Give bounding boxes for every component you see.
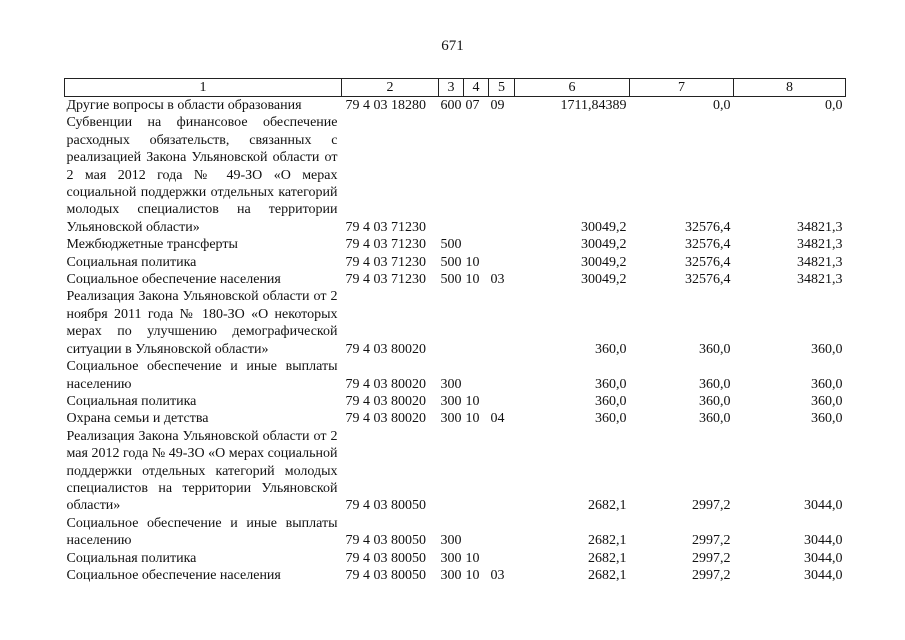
amount-col6: 360,0	[595, 341, 627, 357]
subsection	[489, 393, 515, 410]
target-code: 79 4 03 80050	[345, 550, 426, 566]
amount-col6: 2682,1	[588, 533, 627, 549]
target-code: 79 4 03 71230	[345, 237, 426, 253]
row-name: Охрана семьи и детства	[66, 411, 209, 427]
row-name: Реализация Закона Ульяновской области от 2 мая 2012 года № 49-ЗО «О мерах социальной поддержки отдельных категорий молодых специалистов на территории Ульяновской области»	[66, 428, 338, 514]
amount-col8: 3044,0	[804, 567, 843, 583]
table-row	[65, 114, 846, 236]
amount-col8: 360,0	[811, 341, 843, 357]
expense-type: 300	[440, 567, 462, 583]
expense-type: 500	[440, 254, 462, 270]
row-name: Социальная политика	[66, 550, 197, 566]
target-code: 79 4 03 80050	[345, 498, 426, 514]
row-name: Социальное обеспечение и иные выплаты населению	[66, 359, 338, 392]
amount-col8: 360,0	[811, 411, 843, 427]
amount-col7: 0,0	[713, 98, 731, 113]
row-name: Социальное обеспечение и иные выплаты населению	[66, 515, 338, 549]
row-name: Социальное обеспечение населения	[66, 567, 281, 583]
table-row	[65, 358, 846, 393]
column-header: 2	[342, 79, 439, 97]
row-name: Социальная политика	[66, 254, 197, 270]
target-code: 79 4 03 71230	[345, 219, 426, 235]
column-header: 7	[630, 79, 734, 97]
column-header: 5	[489, 79, 515, 97]
amount-col7: 360,0	[699, 393, 731, 409]
expense-type: 300	[440, 411, 462, 427]
amount-col7: 2997,2	[692, 533, 731, 549]
subsection	[489, 236, 515, 253]
amount-col8: 34821,3	[797, 237, 843, 253]
section: 10	[465, 393, 480, 409]
amount-col8: 3044,0	[804, 550, 843, 566]
table-row	[65, 271, 846, 288]
row-name: Другие вопросы в области образования	[66, 98, 302, 113]
section	[464, 515, 489, 550]
column-header: 4	[464, 79, 489, 97]
subsection	[489, 254, 515, 271]
expense-type	[439, 114, 464, 236]
amount-col8: 34821,3	[797, 272, 843, 288]
header-row	[65, 79, 846, 97]
budget-table	[64, 78, 846, 584]
target-code: 79 4 03 80020	[345, 411, 426, 427]
table-row	[65, 254, 846, 271]
amount-col6: 360,0	[595, 376, 627, 392]
expense-type: 300	[440, 533, 462, 549]
amount-col6: 30049,2	[581, 272, 627, 288]
target-code: 79 4 03 80020	[345, 393, 426, 409]
amount-col6: 1711,84389	[560, 98, 627, 113]
expense-type	[439, 428, 464, 515]
section: 07	[465, 98, 480, 113]
amount-col6: 30049,2	[581, 237, 627, 253]
table-row	[65, 236, 846, 253]
table-row	[65, 515, 846, 550]
amount-col7: 360,0	[699, 411, 731, 427]
column-header: 6	[515, 79, 630, 97]
amount-col7: 360,0	[699, 341, 731, 357]
amount-col7: 32576,4	[685, 237, 731, 253]
table-row	[65, 410, 846, 427]
amount-col7: 2997,2	[692, 550, 731, 566]
amount-col7: 2997,2	[692, 498, 731, 514]
section	[464, 428, 489, 515]
target-code: 79 4 03 80020	[345, 341, 426, 357]
row-name: Социальное обеспечение населения	[66, 272, 281, 288]
row-name: Социальная политика	[66, 393, 197, 409]
table-row	[65, 288, 846, 358]
section	[464, 114, 489, 236]
subsection	[489, 114, 515, 236]
amount-col8: 360,0	[811, 393, 843, 409]
page-number: 671	[441, 38, 464, 54]
amount-col7: 32576,4	[685, 272, 731, 288]
row-name: Межбюджетные трансферты	[66, 237, 238, 253]
table-row	[65, 550, 846, 567]
amount-col8: 360,0	[811, 376, 843, 392]
row-name: Субвенции на финансовое обеспечение расходных обязательств, связанных с реализацией Закона Ульяновской области от 2 мая 2012 года № 49-ЗО «О мерах социальной поддержки отдельных категорий молодых специалистов на территории Ульяновской области»	[66, 115, 338, 235]
table-row	[65, 393, 846, 410]
amount-col6: 360,0	[595, 393, 627, 409]
amount-col6: 2682,1	[588, 567, 627, 583]
column-header: 1	[65, 79, 342, 97]
subsection	[489, 428, 515, 515]
amount-col6: 2682,1	[588, 550, 627, 566]
section: 10	[465, 550, 480, 566]
amount-col7: 2997,2	[692, 567, 731, 583]
amount-col8: 34821,3	[797, 254, 843, 270]
amount-col6: 30049,2	[581, 219, 627, 235]
table-row	[65, 567, 846, 584]
row-name: Реализация Закона Ульяновской области от 2 ноября 2011 года № 180-ЗО «О некоторых мерах по улучшению демографической ситуации в Ульяновской области»	[66, 289, 338, 357]
target-code: 79 4 03 18280	[345, 98, 426, 113]
amount-col7: 32576,4	[685, 219, 731, 235]
section	[464, 236, 489, 253]
amount-col8: 34821,3	[797, 219, 843, 235]
amount-col8: 3044,0	[804, 498, 843, 514]
target-code: 79 4 03 80020	[345, 376, 426, 392]
column-header: 8	[734, 79, 846, 97]
section: 10	[465, 567, 480, 583]
target-code: 79 4 03 80050	[345, 533, 426, 549]
amount-col7: 360,0	[699, 376, 731, 392]
expense-type: 300	[440, 393, 462, 409]
subsection	[489, 358, 515, 393]
target-code: 79 4 03 71230	[345, 272, 426, 288]
section: 10	[465, 254, 480, 270]
expense-type: 600	[440, 98, 462, 113]
amount-col6: 2682,1	[588, 498, 627, 514]
expense-type: 300	[440, 550, 462, 566]
subsection: 03	[490, 272, 505, 288]
subsection	[489, 288, 515, 358]
expense-type: 300	[440, 376, 462, 392]
amount-col6: 360,0	[595, 411, 627, 427]
column-header: 3	[439, 79, 464, 97]
section	[464, 288, 489, 358]
expense-type: 500	[440, 237, 462, 253]
table-row	[65, 97, 846, 115]
subsection	[489, 515, 515, 550]
subsection: 03	[490, 567, 505, 583]
section: 10	[465, 411, 480, 427]
target-code: 79 4 03 71230	[345, 254, 426, 270]
subsection: 04	[490, 411, 505, 427]
section	[464, 358, 489, 393]
target-code: 79 4 03 80050	[345, 567, 426, 583]
amount-col8: 0,0	[825, 98, 843, 113]
expense-type: 500	[440, 272, 462, 288]
table-row	[65, 428, 846, 515]
subsection	[489, 550, 515, 567]
amount-col8: 3044,0	[804, 533, 843, 549]
amount-col6: 30049,2	[581, 254, 627, 270]
amount-col7: 32576,4	[685, 254, 731, 270]
expense-type	[439, 288, 464, 358]
subsection: 09	[490, 98, 505, 113]
section: 10	[465, 272, 480, 288]
